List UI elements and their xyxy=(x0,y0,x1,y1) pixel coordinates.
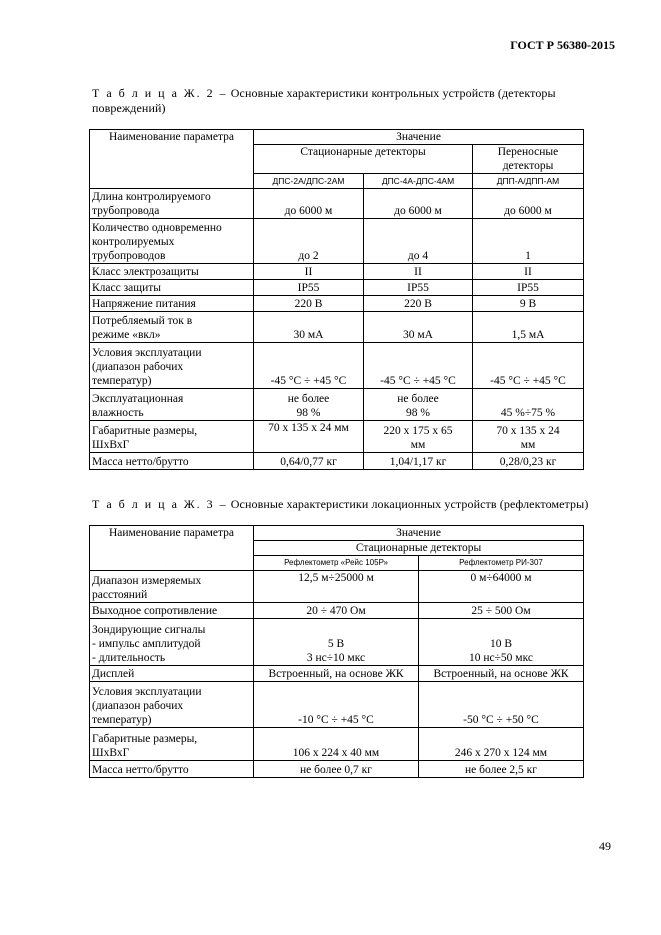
cell: -45 °C ÷ +45 °C xyxy=(473,343,584,389)
cell: 70 х 135 х 24 мм xyxy=(473,421,584,453)
table-row xyxy=(90,453,584,470)
cell: 0,64/0,77 кг xyxy=(254,453,364,470)
cell: 10 В 10 нс÷50 мкс xyxy=(419,619,584,666)
cell: 220 х 175 х 65 мм xyxy=(364,421,473,453)
table2-head-col3: ДПП-А/ДПП-АМ xyxy=(473,174,584,189)
cell: не более 2,5 кг xyxy=(419,761,584,778)
cell: IP55 xyxy=(364,280,473,296)
row-label: Выходное сопротивление xyxy=(90,603,254,619)
cell: 30 мА xyxy=(364,312,473,343)
table3-head-stationary: Стационарные детекторы xyxy=(254,541,584,556)
cell: 5 В 3 нс÷10 мкс xyxy=(254,619,419,666)
table-row xyxy=(90,603,584,619)
cell: 70 х 135 х 24 мм xyxy=(254,421,364,453)
cell: -45 °C ÷ +45 °C xyxy=(364,343,473,389)
table-row xyxy=(90,280,584,296)
document-code: ГОСТ Р 56380-2015 xyxy=(510,38,615,52)
cell: 9 В xyxy=(473,296,584,312)
table3-head-param: Наименование параметра xyxy=(90,526,254,571)
table2-caption-prefix: Т а б л и ц а Ж. 2 – xyxy=(92,86,228,100)
cell: до 2 xyxy=(254,219,364,264)
cell: II xyxy=(254,264,364,280)
row-label: Потребляемый ток в режиме «вкл» xyxy=(90,312,254,343)
cell: 0,28/0,23 кг xyxy=(473,453,584,470)
cell: не более 0,7 кг xyxy=(254,761,419,778)
cell: до 6000 м xyxy=(254,189,364,219)
table2-head-value: Значение xyxy=(254,130,584,145)
cell: не более 98 % xyxy=(254,389,364,421)
row-label: Длина контролируемого трубопровода xyxy=(90,189,254,219)
cell: 0 м÷64000 м xyxy=(419,571,584,603)
cell: 106 х 224 х 40 мм xyxy=(254,728,419,761)
cell: -50 °C ÷ +50 °C xyxy=(419,682,584,728)
cell: до 4 xyxy=(364,219,473,264)
row-label: Напряжение питания xyxy=(90,296,254,312)
row-label: Масса нетто/брутто xyxy=(90,761,254,778)
table-row xyxy=(90,343,584,389)
table2-caption xyxy=(92,86,556,116)
cell: 1 xyxy=(473,219,584,264)
cell: 220 В xyxy=(254,296,364,312)
table3-caption-prefix: Т а б л и ц а Ж. 3 – xyxy=(92,497,228,511)
table3-header-row xyxy=(90,526,584,541)
table2-head-param: Наименование параметра xyxy=(90,130,254,189)
table-row xyxy=(90,312,584,343)
cell: 30 мА xyxy=(254,312,364,343)
cell: Встроенный, на основе ЖК xyxy=(254,666,419,682)
row-label: Условия эксплуатации (диапазон рабочих температур) xyxy=(90,343,254,389)
table2-head-col2: ДПС-4А-ДПС-4АМ xyxy=(364,174,473,189)
table3-caption-text: Основные характеристики локационных устройств (рефлектометры) xyxy=(227,497,589,511)
table-row xyxy=(90,296,584,312)
cell: II xyxy=(364,264,473,280)
table-row xyxy=(90,421,584,453)
cell: -45 °C ÷ +45 °C xyxy=(254,343,364,389)
table3-head-col2: Рефлектометр РИ-307 xyxy=(419,556,584,571)
row-label: Дисплей xyxy=(90,666,254,682)
cell: Встроенный, на основе ЖК xyxy=(419,666,584,682)
cell: -10 °C ÷ +45 °C xyxy=(254,682,419,728)
table-row xyxy=(90,682,584,728)
table-row xyxy=(90,761,584,778)
table-row xyxy=(90,189,584,219)
cell: II xyxy=(473,264,584,280)
table2-head-portable: Переносные детекторы xyxy=(473,145,584,174)
table2-head-col1: ДПС-2А/ДПС-2АМ xyxy=(254,174,364,189)
table2-header-row xyxy=(90,130,584,145)
table-row xyxy=(90,666,584,682)
row-label: Габаритные размеры, ШхВхГ xyxy=(90,421,254,453)
row-label: Габаритные размеры, ШхВхГ xyxy=(90,728,254,761)
table-row xyxy=(90,619,584,666)
table-row xyxy=(90,571,584,603)
row-label: Класс защиты xyxy=(90,280,254,296)
cell: 1,5 мА xyxy=(473,312,584,343)
cell: не более 98 % xyxy=(364,389,473,421)
table2-head-stationary: Стационарные детекторы xyxy=(254,145,473,174)
row-label: Зондирующие сигналы - импульс амплитудой - длительность xyxy=(90,619,254,666)
cell: 45 %÷75 % xyxy=(473,389,584,421)
page-number: 49 xyxy=(599,839,611,853)
table3 xyxy=(89,525,584,778)
cell: 246 х 270 х 124 мм xyxy=(419,728,584,761)
row-label: Класс электрозащиты xyxy=(90,264,254,280)
table2-caption-line2: повреждений) xyxy=(92,101,166,115)
row-label: Эксплуатационная влажность xyxy=(90,389,254,421)
row-label: Условия эксплуатации (диапазон рабочих температур) xyxy=(90,682,254,728)
row-label: Масса нетто/брутто xyxy=(90,453,254,470)
table3-caption xyxy=(92,497,588,512)
table-row xyxy=(90,264,584,280)
table2 xyxy=(89,129,584,470)
table-row xyxy=(90,389,584,421)
cell: до 6000 м xyxy=(473,189,584,219)
cell: IP55 xyxy=(254,280,364,296)
table-row xyxy=(90,728,584,761)
table3-head-value: Значение xyxy=(254,526,584,541)
table3-head-col1: Рефлектометр «Рейс 105Р» xyxy=(254,556,419,571)
cell: 220 В xyxy=(364,296,473,312)
cell: 25 ÷ 500 Ом xyxy=(419,603,584,619)
row-label: Диапазон измеряемых расстояний xyxy=(90,571,254,603)
cell: 1,04/1,17 кг xyxy=(364,453,473,470)
cell: до 6000 м xyxy=(364,189,473,219)
table-row xyxy=(90,219,584,264)
cell: 12,5 м÷25000 м xyxy=(254,571,419,603)
row-label: Количество одновременно контролируемых трубопроводов xyxy=(90,219,254,264)
table2-caption-text: Основные характеристики контрольных устройств (детекторы xyxy=(227,86,556,100)
cell: IP55 xyxy=(473,280,584,296)
cell: 20 ÷ 470 Ом xyxy=(254,603,419,619)
